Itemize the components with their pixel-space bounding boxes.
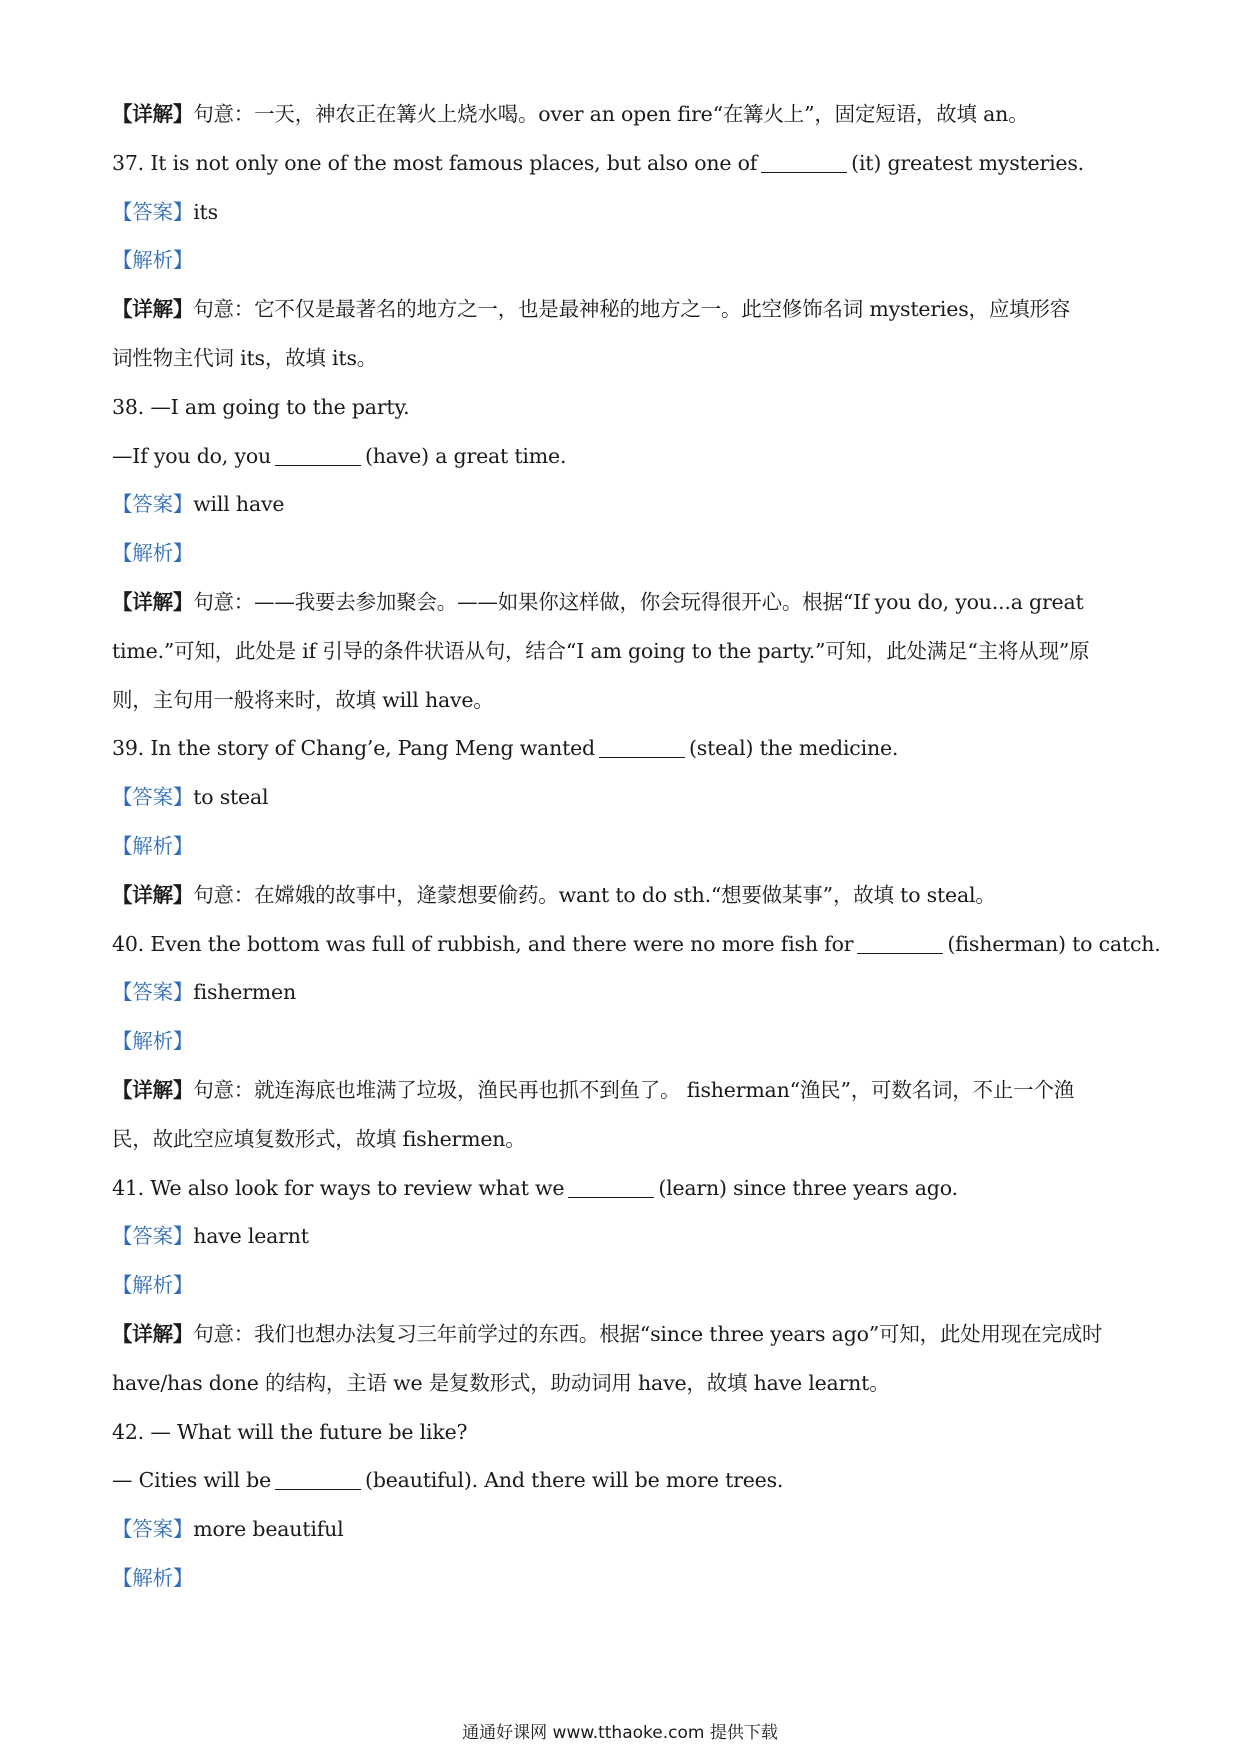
detail-tag: 【详解】 xyxy=(112,1077,194,1102)
detail-tag: 【详解】 xyxy=(112,589,194,614)
detail-39-line-1: 【详解】句意：在嫦娥的故事中，逄蒙想要偷药。want to do sth.“想要做某事”，故填 to steal。 xyxy=(112,882,996,907)
question-40: 40. Even the bottom was full of rubbish, and there were no more fish for (fisherman) to catch. xyxy=(112,931,1161,956)
detail-tag: 【详解】 xyxy=(112,297,194,322)
answer-tag: 【答案】 xyxy=(112,199,194,224)
question-37: 37. It is not only one of the most famous places, but also one of (it) greatest mysteries. xyxy=(112,150,1085,175)
detail-38-line-3: 则，主句用一般将来时，故填 will have。 xyxy=(112,687,494,712)
answer-blank xyxy=(275,445,361,466)
analysis-39 xyxy=(112,832,1132,860)
analysis-tag: 【解析】 xyxy=(112,248,194,273)
analysis-tag: 【解析】 xyxy=(112,833,194,858)
answer-tag: 【答案】 xyxy=(112,980,194,1005)
detail-40-line-2: 民，故此空应填复数形式，故填 fishermen。 xyxy=(112,1126,526,1151)
detail-tag: 【详解】 xyxy=(112,102,194,126)
detail-37-line-1: 【详解】句意：它不仅是最著名的地方之一，也是最神秘的地方之一。此空修饰名词 mysteries，应填形容 xyxy=(112,297,1071,322)
detail-38-line-1: 【详解】句意：——我要去参加聚会。——如果你这样做，你会玩得很开心。根据“If you do, you...a great xyxy=(112,589,1084,614)
answer-tag: 【答案】 xyxy=(112,492,194,517)
answer-tag: 【答案】 xyxy=(112,1517,194,1542)
question-39: 39. In the story of Chang’e, Pang Meng wanted (steal) the medicine. xyxy=(112,736,899,761)
question-41: 41. We also look for ways to review what we (learn) since three years ago. xyxy=(112,1175,958,1200)
answer-42: 【答案】more beautiful xyxy=(112,1517,344,1542)
analysis-41 xyxy=(112,1271,1132,1299)
analysis-37 xyxy=(112,246,1132,274)
answer-39: 【答案】to steal xyxy=(112,785,269,810)
document-page xyxy=(112,100,1161,1613)
detail-tag: 【详解】 xyxy=(112,1321,194,1346)
answer-blank xyxy=(599,737,685,758)
answer-blank xyxy=(857,933,943,954)
question-42-line-2: — Cities will be (beautiful). And there will be more trees. xyxy=(112,1468,784,1493)
answer-40: 【答案】fishermen xyxy=(112,980,296,1005)
answer-tag: 【答案】 xyxy=(112,1224,194,1249)
analysis-40 xyxy=(112,1027,1132,1055)
answer-41: 【答案】have learnt xyxy=(112,1224,309,1249)
detail-tag: 【详解】 xyxy=(112,882,194,907)
analysis-38 xyxy=(112,539,1132,567)
detail-line: 【详解】句意：一天，神农正在篝火上烧水喝。over an open fire“在篝火上”，固定短语，故填 an。 xyxy=(112,102,1029,126)
detail-40-line-1: 【详解】句意：就连海底也堆满了垃圾，渔民再也抓不到鱼了。 fisherman“渔民”，可数名词，不止一个渔 xyxy=(112,1077,1075,1102)
answer-tag: 【答案】 xyxy=(112,785,194,810)
answer-38: 【答案】will have xyxy=(112,492,285,517)
page-footer: 通通好课网 www.tthaoke.com 提供下载 xyxy=(462,1723,778,1743)
question-38: 38. —I am going to the party. xyxy=(112,394,410,419)
question-38-line-2: —If you do, you (have) a great time. xyxy=(112,443,567,468)
detail-37-line-2: 词性物主代词 its，故填 its。 xyxy=(112,345,378,370)
answer-blank xyxy=(761,152,847,173)
analysis-tag: 【解析】 xyxy=(112,541,194,566)
answer-blank xyxy=(568,1177,654,1198)
question-42: 42. — What will the future be like? xyxy=(112,1419,468,1444)
detail-38-line-2: time.”可知，此处是 if 引导的条件状语从句，结合“I am going to the party.”可知，此处满足“主将从现”原 xyxy=(112,638,1090,663)
analysis-tag: 【解析】 xyxy=(112,1029,194,1054)
answer-blank xyxy=(275,1469,361,1490)
analysis-42 xyxy=(112,1564,1132,1592)
analysis-tag: 【解析】 xyxy=(112,1565,194,1590)
answer-37: 【答案】its xyxy=(112,199,218,224)
detail-41-line-2: have/has done 的结构，主语 we 是复数形式，助动词用 have，故填 have learnt。 xyxy=(112,1370,890,1395)
detail-41-line-1: 【详解】句意：我们也想办法复习三年前学过的东西。根据“since three years ago”可知，此处用现在完成时 xyxy=(112,1321,1103,1346)
analysis-tag: 【解析】 xyxy=(112,1273,194,1298)
